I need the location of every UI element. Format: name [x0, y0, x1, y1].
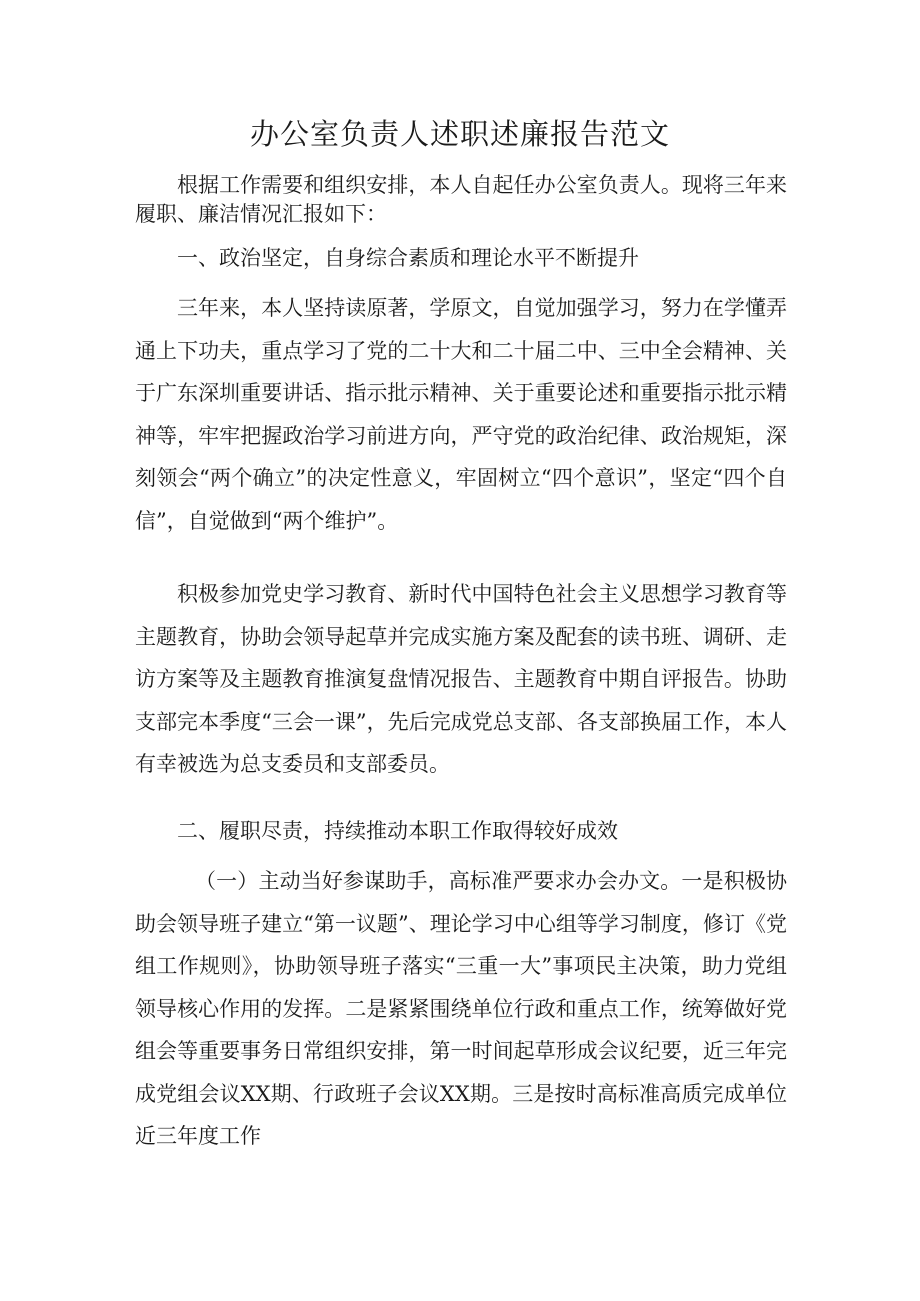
- body-paragraph-1: 三年来，本人坚持读原著，学原文，自觉加强学习，努力在学懂弄通上下功夫，重点学习了党的二十大和二十届二中、三中全会精神、关于广东深圳重要讲话、指示批示精神、关于重要论述和重要指示批示精神等，牢牢把握政治学习前进方向，严守党的政治纪律、政治规矩，深刻领会“两个确立”的决定性意义，牢固树立“四个意识”，坚定“四个自信”，自觉做到“两个维护”。: [135, 296, 787, 533]
- section-heading-1: 一、政治坚定，自身综合素质和理论水平不断提升: [177, 246, 639, 270]
- section-heading-2: 二、履职尽责，持续推动本职工作取得较好成效: [177, 819, 618, 843]
- document-title: 办公室负责人述职述廉报告范文: [249, 117, 670, 151]
- intro-paragraph: 根据工作需要和组织安排，本人自起任办公室负责人。现将三年来履职、廉洁情况汇报如下：: [135, 173, 787, 226]
- body-paragraph-3: （一）主动当好参谋助手，高标准严要求办会办文。一是积极协助会领导班子建立“第一议题”、理论学习中心组等学习制度，修订《党组工作规则》，协助领导班子落实“三重一大”事项民主决策，助力党组领导核心作用的发挥。二是紧紧围绕单位行政和重点工作，统筹做好党组会等重要事务日常组织安排，第一时间起草形成会议纪要，近三年完成党组会议XX期、行政班子会议XX期。三是按时高标准高质完成单位近三年度工作: [135, 869, 787, 1148]
- body-paragraph-2: 积极参加党史学习教育、新时代中国特色社会主义思想学习教育等主题教育，协助会领导起草并完成实施方案及配套的读书班、调研、走访方案等及主题教育推演复盘情况报告、主题教育中期自评报告。协助支部完本季度“三会一课”，先后完成党总支部、各支部换届工作，本人有幸被选为总支委员和支部委员。: [135, 582, 787, 776]
